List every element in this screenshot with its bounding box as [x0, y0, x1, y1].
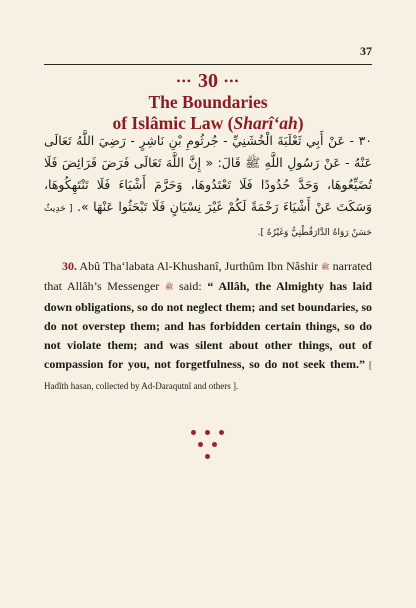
arabic-body: ٣٠ - عَنْ أَبِي ثَعْلَبَةَ الْخُشَنِيِّ - جُرثُومِ بْنِ نَاشِرٍ - رَضِيَ اللَّهُ تَعَالَى عَنْهُ - عَنْ رَسُولِ اللَّهِ ﷺ قَالَ: « إِنَّ اللَّهَ تَعَالَى فَرَضَ فَرَائِضَ فَلَا تُضَيِّعُوهَا، وَحَدَّ حُدُودًا فَلَا تَعْتَدُوهَا، وَحَرَّمَ أَشْيَاءَ فَلَا تَنْتَهِكُوهَا، وَسَكَتَ عَنْ أَشْيَاءَ رَحْمَةً لَكُمْ غَيْرَ نِسْيَانٍ فَلَا تَبْحَثُوا عَنْهَا ». — [44, 133, 372, 214]
separator-dot — [205, 430, 210, 435]
title-italic-term: Sharî‘ah — [233, 113, 298, 133]
chapter-title — [0, 92, 416, 134]
title-part-c: ) — [297, 113, 304, 133]
english-number: 30. — [62, 259, 77, 273]
title-part-a: of Islâmic Law ( — [112, 113, 234, 133]
english-mid: narrated that Allâh’s Messenger — [44, 259, 372, 294]
english-said: said: — [173, 279, 208, 294]
header-rule — [44, 64, 372, 65]
hadith-number: 30 — [198, 70, 218, 92]
honorific-icon: ﷺ — [321, 263, 330, 271]
page-number: 37 — [360, 44, 372, 58]
chapter-title-line-1: The Boundaries — [148, 92, 268, 112]
right-ornament-dots: ••• — [224, 74, 240, 88]
english-source: [ Hadîth hasan, collected by Ad-Daraqutnî and others ]. — [44, 360, 372, 391]
separator-dot — [198, 442, 203, 447]
separator-dot — [212, 442, 217, 447]
english-translation — [44, 257, 372, 396]
english-quote: “ Allâh, the Almighty has laid down obligations, so do not neglect them; and set boundaries, so do not overstep them; and has forbidden certain things, so do not violate them; and was silent about other things, out of compassion for you, not forgetfulness, so do not seek them.” — [44, 279, 372, 372]
section-separator — [0, 430, 416, 470]
honorific-icon-2: ﷺ — [164, 283, 174, 292]
separator-dot — [191, 430, 196, 435]
arabic-source: [ حَدِيثٌ حَسَنٌ رَوَاهُ الدَّارَقُطْنِيُّ وَغَيْرُهُ ]. — [44, 204, 372, 238]
arabic-hadith-text — [44, 130, 372, 244]
separator-dot — [219, 430, 224, 435]
left-ornament-dots: ••• — [176, 74, 192, 88]
english-intro: Abû Tha‘labata Al-Khushanî, Jurthûm Ibn Nâshir — [77, 259, 322, 273]
hadith-number-heading — [0, 70, 416, 93]
separator-dot — [205, 454, 210, 459]
